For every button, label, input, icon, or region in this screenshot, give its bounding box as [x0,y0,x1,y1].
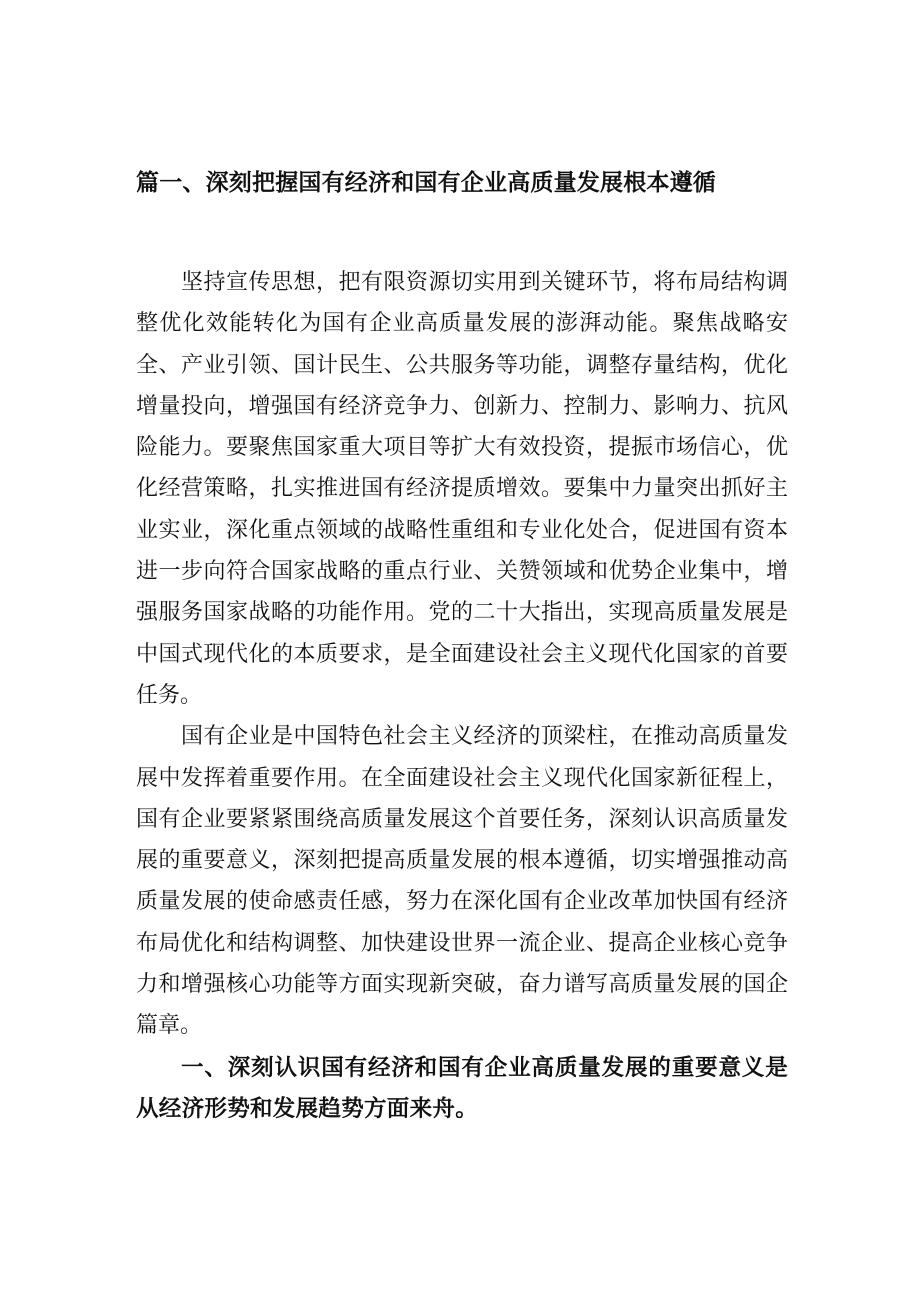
document-title: 篇一、深刻把握国有经济和国有企业高质量发展根本遵循 [136,170,716,196]
body-paragraph-1: 坚持宣传思想，把有限资源切实用到关键环节，将布局结构调整优化效能转化为国有企业高质量发展的澎湃动能。聚焦战略安全、产业引领、国计民生、公共服务等功能，调整存量结构，优化增量投向，增强国有经济竞争力、创新力、控制力、影响力、抗风险能力。要聚焦国家重大项目等扩大有效投资，提振市场信心，优化经营策略，扎实推进国有经济提质增效。要集中力量突出抓好主业实业，深化重点领域的战略性重组和专业化处合，促进国有资本进一步向符合国家战略的重点行业、关赞领域和优势企业集中，增强服务国家战略的功能作用。党的二十大指出，实现高质量发展是中国式现代化的本质要求，是全面建设社会主义现代化国家的首要任务。 [136,270,788,708]
document-body [136,262,788,1131]
section-heading: 一、深刻认识国有经济和国有企业高质量发展的重要意义是从经济形势和发展趋势方面来舟。 [136,1054,788,1123]
body-paragraph-2: 国有企业是中国特色社会主义经济的顶梁柱，在推动高质量发展中发挥着重要作用。在全面建设社会主义现代化国家新征程上，国有企业要紧紧围绕高质量发展这个首要任务，深刻认识高质量发展的重要意义，深刻把提高质量发展的根本遵循，切实增强推动高质量发展的使命感责任感，努力在深化国有企业改革加快国有经济布局优化和结构调整、加快建设世界一流企业、提高企业核心竞争力和增强核心功能等方面实现新突破，奋力谱写高质量发展的国企篇章。 [136,724,788,1039]
